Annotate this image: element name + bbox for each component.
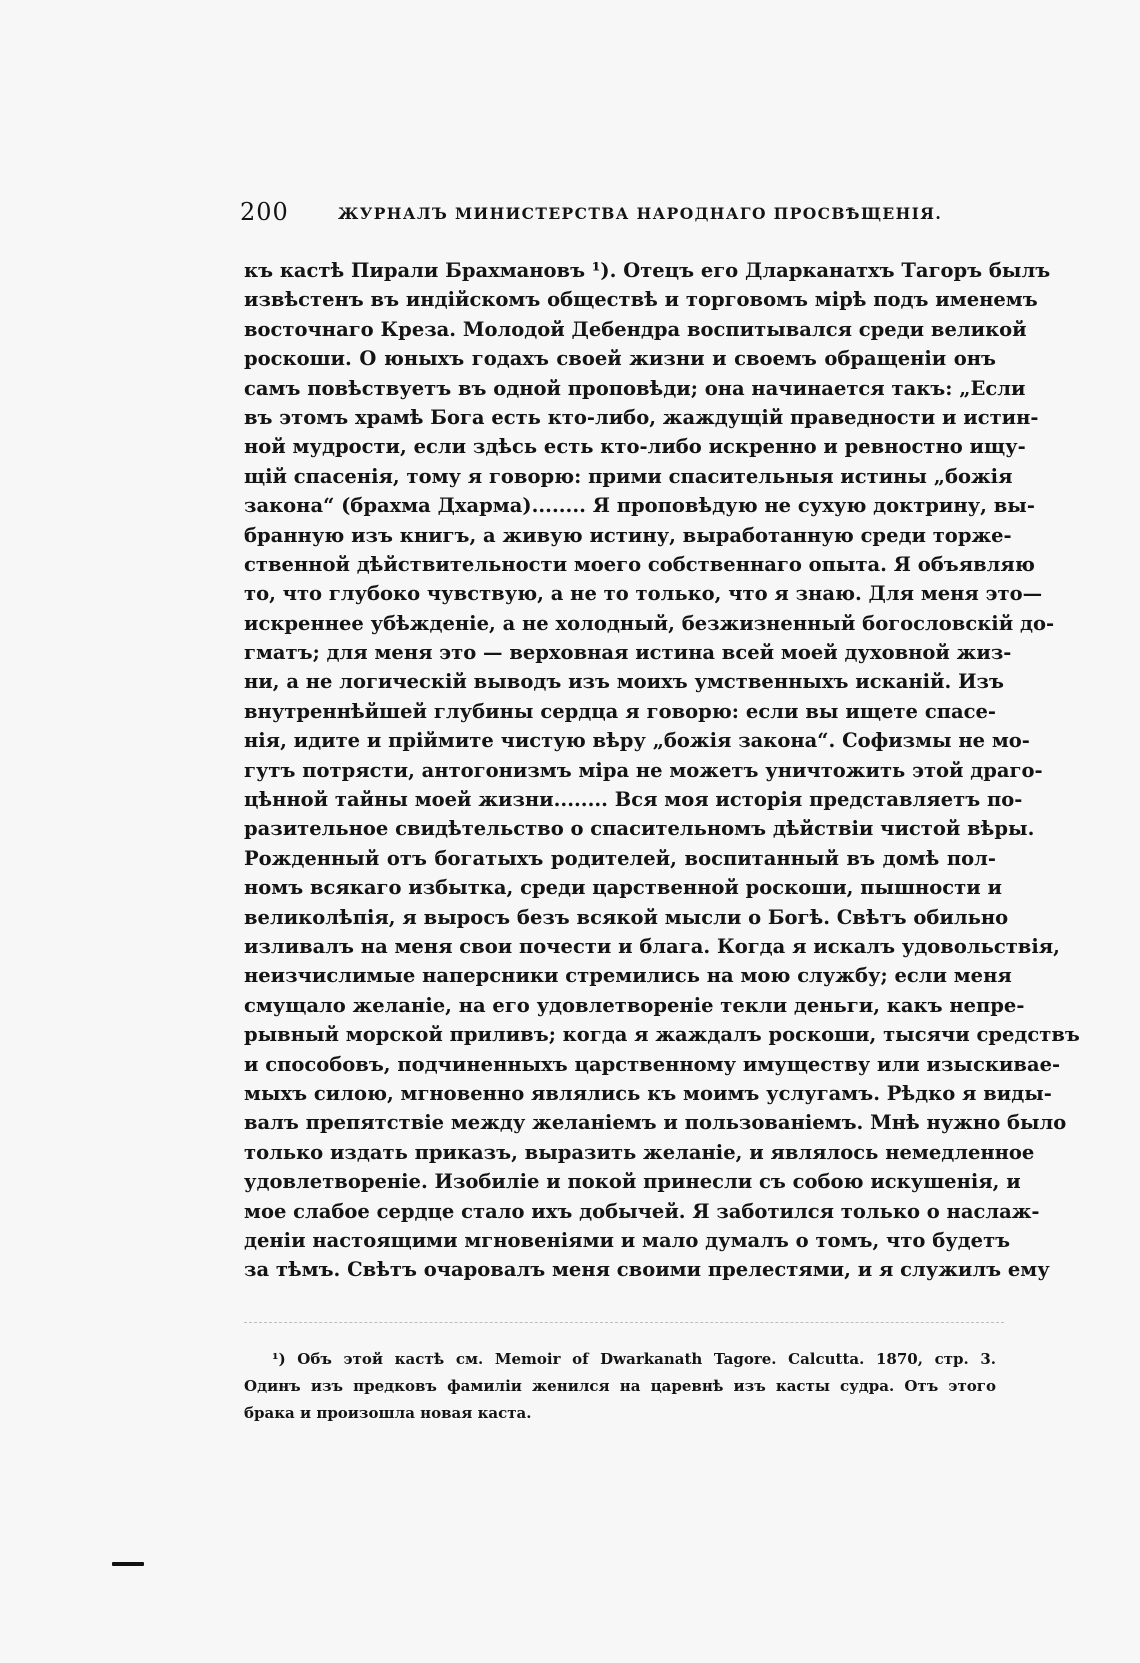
text-line: великолѣпія, я выросъ безъ всякой мысли о Богѣ. Свѣтъ обильно [244,905,1009,929]
text-line: восточнаго Креза. Молодой Дебендра воспитывался среди великой [244,317,1027,341]
text-line: мыхъ силою, мгновенно являлись къ моимъ услугамъ. Рѣдко я виды- [244,1081,1052,1105]
text-line: закона“ (брахма Дхарма)........ Я проповѣдую не сухую доктрину, вы- [244,494,1035,518]
text-line: номъ всякаго избытка, среди царственной роскоши, пышности и [244,876,1002,900]
text-line: роскоши. О юныхъ годахъ своей жизни и своемъ обращеніи онъ [244,347,996,371]
text-line: удовлетвореніе. Изобиліе и покой принесли съ собою искушенія, и [244,1170,1021,1194]
text-line: искреннее убѣжденіе, а не холодный, безжизненный богословскій до- [244,611,1055,635]
text-line: цѣнной тайны моей жизни........ Вся моя исторія представляетъ по- [244,788,1023,812]
text-line: смущало желаніе, на его удовлетвореніе текли деньги, какъ непре- [244,993,1025,1017]
text-line: мое слабое сердце стало ихъ добычей. Я заботился только о наслаж- [244,1199,1040,1223]
text-line: самъ повѣствуетъ въ одной проповѣди; она начинается такъ: „Если [244,376,1026,400]
text-line: только издать приказъ, выразить желаніе, и являлось немедленное [244,1140,1035,1164]
text-line: то, что глубоко чувствую, а не то только, что я знаю. Для меня это— [244,582,1043,606]
text-line: гматъ; для меня это — верховная истина всей моей духовной жиз- [244,641,1012,665]
text-line: изливалъ на меня свои почести и блага. Когда я искалъ удовольствія, [244,934,1060,958]
text-line: ной мудрости, если здѣсь есть кто-либо искренно и ревностно ищу- [244,435,1026,459]
footnote-line: Одинъ изъ предковъ фамиліи женился на царевнѣ изъ касты судра. Отъ этого [244,1377,996,1395]
text-line: къ кастѣ Пирали Брахмановъ ¹). Отецъ его Дларканатхъ Тагоръ былъ [244,259,1051,282]
page-number: 200 [240,198,289,226]
text-line: разительное свидѣтельство о спасительномъ дѣйствіи чистой вѣры. [244,817,1035,841]
text-line: извѣстенъ въ индійскомъ обществѣ и торговомъ мірѣ подъ именемъ [244,288,1038,312]
text-line: щій спасенія, тому я говорю: прими спасительныя истины „божія [244,464,1013,488]
footnotes [244,1346,996,1427]
body-text [244,256,1080,1285]
text-line: гутъ потрясти, антогонизмъ міра не можетъ уничтожить этой драго- [244,758,1043,782]
text-line: внутреннѣйшей глубины сердца я говорю: если вы ищете спасе- [244,699,996,723]
margin-mark [112,1562,144,1566]
text-line: за тѣмъ. Свѣтъ очаровалъ меня своими прелестями, и я служилъ ему [244,1258,1050,1282]
text-line: деніи настоящими мгновеніями и мало думалъ о томъ, что будетъ [244,1228,1011,1252]
footnote-line: брака и произошла новая каста. [244,1404,532,1422]
footnote-line: ¹) Объ этой кастѣ см. Memoir of Dwarkanath Tagore. Calcutta. 1870, стр. 3. [272,1350,996,1368]
text-line: въ этомъ храмѣ Бога есть кто-либо, жаждущій праведности и истин- [244,405,1039,429]
text-line: рывный морской приливъ; когда я жаждалъ роскоши, тысячи средствъ [244,1023,1080,1047]
page-header [240,198,1000,228]
text-line: валъ препятствіе между желаніемъ и пользованіемъ. Мнѣ нужно было [244,1111,1067,1135]
text-line: и способовъ, подчиненныхъ царственному имуществу или изыскивае- [244,1052,1061,1076]
text-line: Рожденный отъ богатыхъ родителей, воспитанный въ домѣ пол- [244,846,996,870]
text-line: неизчислимые наперсники стремились на мою службу; если меня [244,964,1012,988]
text-line: ственной дѣйствительности моего собственнаго опыта. Я объявляю [244,552,1035,576]
text-line: нія, идите и пріймите чистую вѣру „божія закона“. Софизмы не мо- [244,729,1030,753]
text-line: ни, а не логическій выводъ изъ моихъ умственныхъ исканій. Изъ [244,670,1004,694]
running-title: ЖУРНАЛЪ МИНИСТЕРСТВА НАРОДНАГО ПРОСВѢЩЕНІЯ. [338,204,943,223]
footnote-separator [244,1322,1004,1325]
text-line: бранную изъ книгъ, а живую истину, выработанную среди торже- [244,523,1012,547]
